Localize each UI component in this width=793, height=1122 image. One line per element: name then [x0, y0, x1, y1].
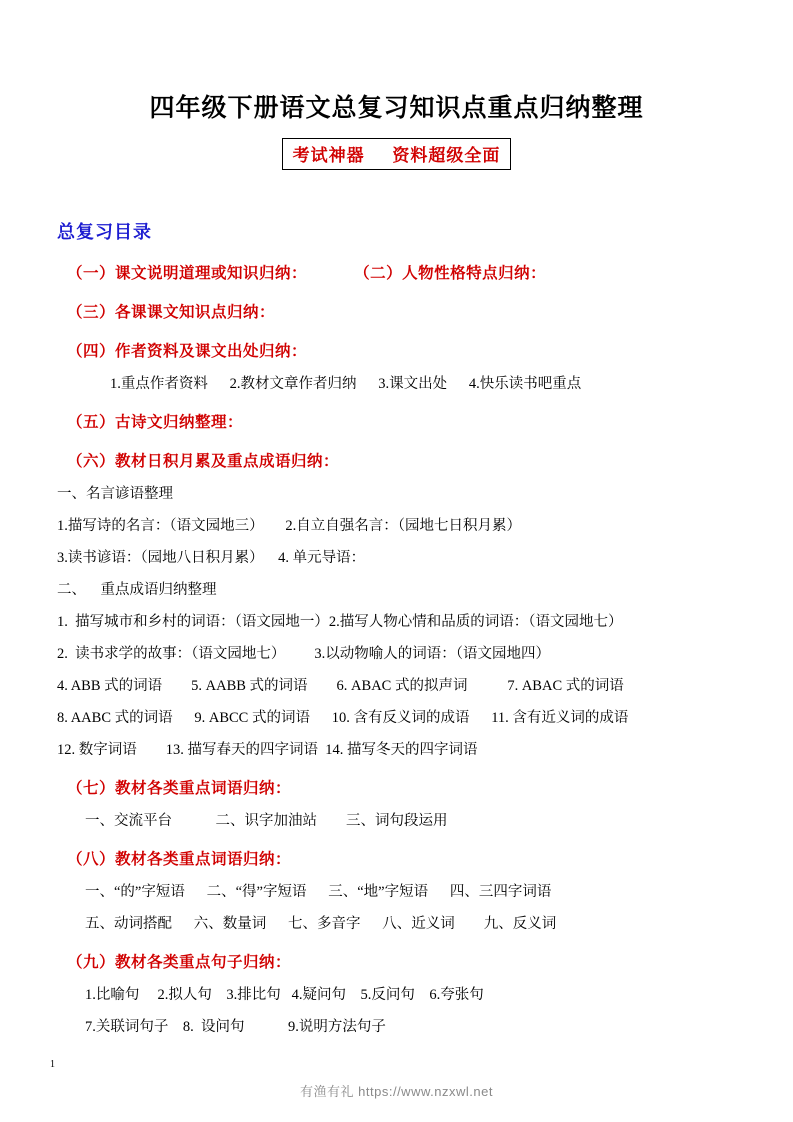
section-5-line-2: 1.描写诗的名言：（语文园地三） 2.自立自强名言：（园地七日积月累） [57, 518, 521, 534]
section-heading-5: （六）教材日积月累及重点成语归纳： [67, 452, 340, 470]
section-5-line-1: 一、名言谚语整理 [57, 486, 173, 502]
toc-heading: 总复习目录 [57, 222, 152, 243]
section-5-line-6: 2. 读书求学的故事：（语文园地七） 3.以动物喻人的词语：（语文园地四） [57, 646, 550, 662]
section-heading-1: （一）课文说明道理或知识归纳： （二）人物性格特点归纳： [67, 264, 547, 282]
section-5-line-7: 4. ABB 式的词语 5. AABB 式的词语 6. ABAC 式的拟声词 7. ABAC 式的词语 [57, 678, 624, 694]
section-8-line-1: 1.比喻句 2.拟人句 3.排比句 4.疑问句 5.反问句 6.夸张句 [85, 987, 484, 1003]
section-5-line-3: 3.读书谚语：（园地八日积月累） 4. 单元导语： [57, 550, 366, 566]
section-5-line-5: 1. 描写城市和乡村的词语：（语文园地一）2.描写人物心情和品质的词语：（语文园地七） [57, 614, 623, 630]
section-heading-2: （三）各课课文知识点归纳： [67, 303, 276, 321]
section-heading-4: （五）古诗文归纳整理： [67, 413, 244, 431]
section-7-line-1: 一、“的”字短语 二、“得”字短语 三、“地”字短语 四、三四字词语 [85, 884, 552, 900]
section-6-line-1: 一、交流平台 二、识字加油站 三、词句段运用 [85, 813, 448, 829]
section-heading-7: （八）教材各类重点词语归纳： [67, 850, 292, 868]
section-5-line-8: 8. AABC 式的词语 9. ABCC 式的词语 10. 含有反义词的成语 11. 含有近义词的成语 [57, 710, 629, 726]
footer-watermark: 有渔有礼 https://www.nzxwl.net [300, 1084, 493, 1099]
section-8-line-2: 7.关联词句子 8. 设问句 9.说明方法句子 [85, 1019, 386, 1035]
page-title: 四年级下册语文总复习知识点重点归纳整理 [149, 93, 644, 122]
section-7-line-2: 五、动词搭配 六、数量词 七、多音字 八、近义词 九、反义词 [85, 916, 557, 932]
section-heading-3: （四）作者资料及课文出处归纳： [67, 342, 308, 360]
section-heading-6: （七）教材各类重点词语归纳： [67, 779, 292, 797]
page-number: 1 [50, 1059, 55, 1070]
section-5-line-4: 二、 重点成语归纳整理 [57, 582, 217, 598]
section-heading-8: （九）教材各类重点句子归纳： [67, 953, 292, 971]
subtitle-badge: 考试神器 资料超级全面 [282, 138, 512, 170]
section-5-line-9: 12. 数字词语 13. 描写春天的四字词语 14. 描写冬天的四字词语 [57, 742, 478, 758]
section-3-line-1: 1.重点作者资料 2.教材文章作者归纳 3.课文出处 4.快乐读书吧重点 [110, 376, 582, 392]
subtitle-container [55, 138, 738, 170]
